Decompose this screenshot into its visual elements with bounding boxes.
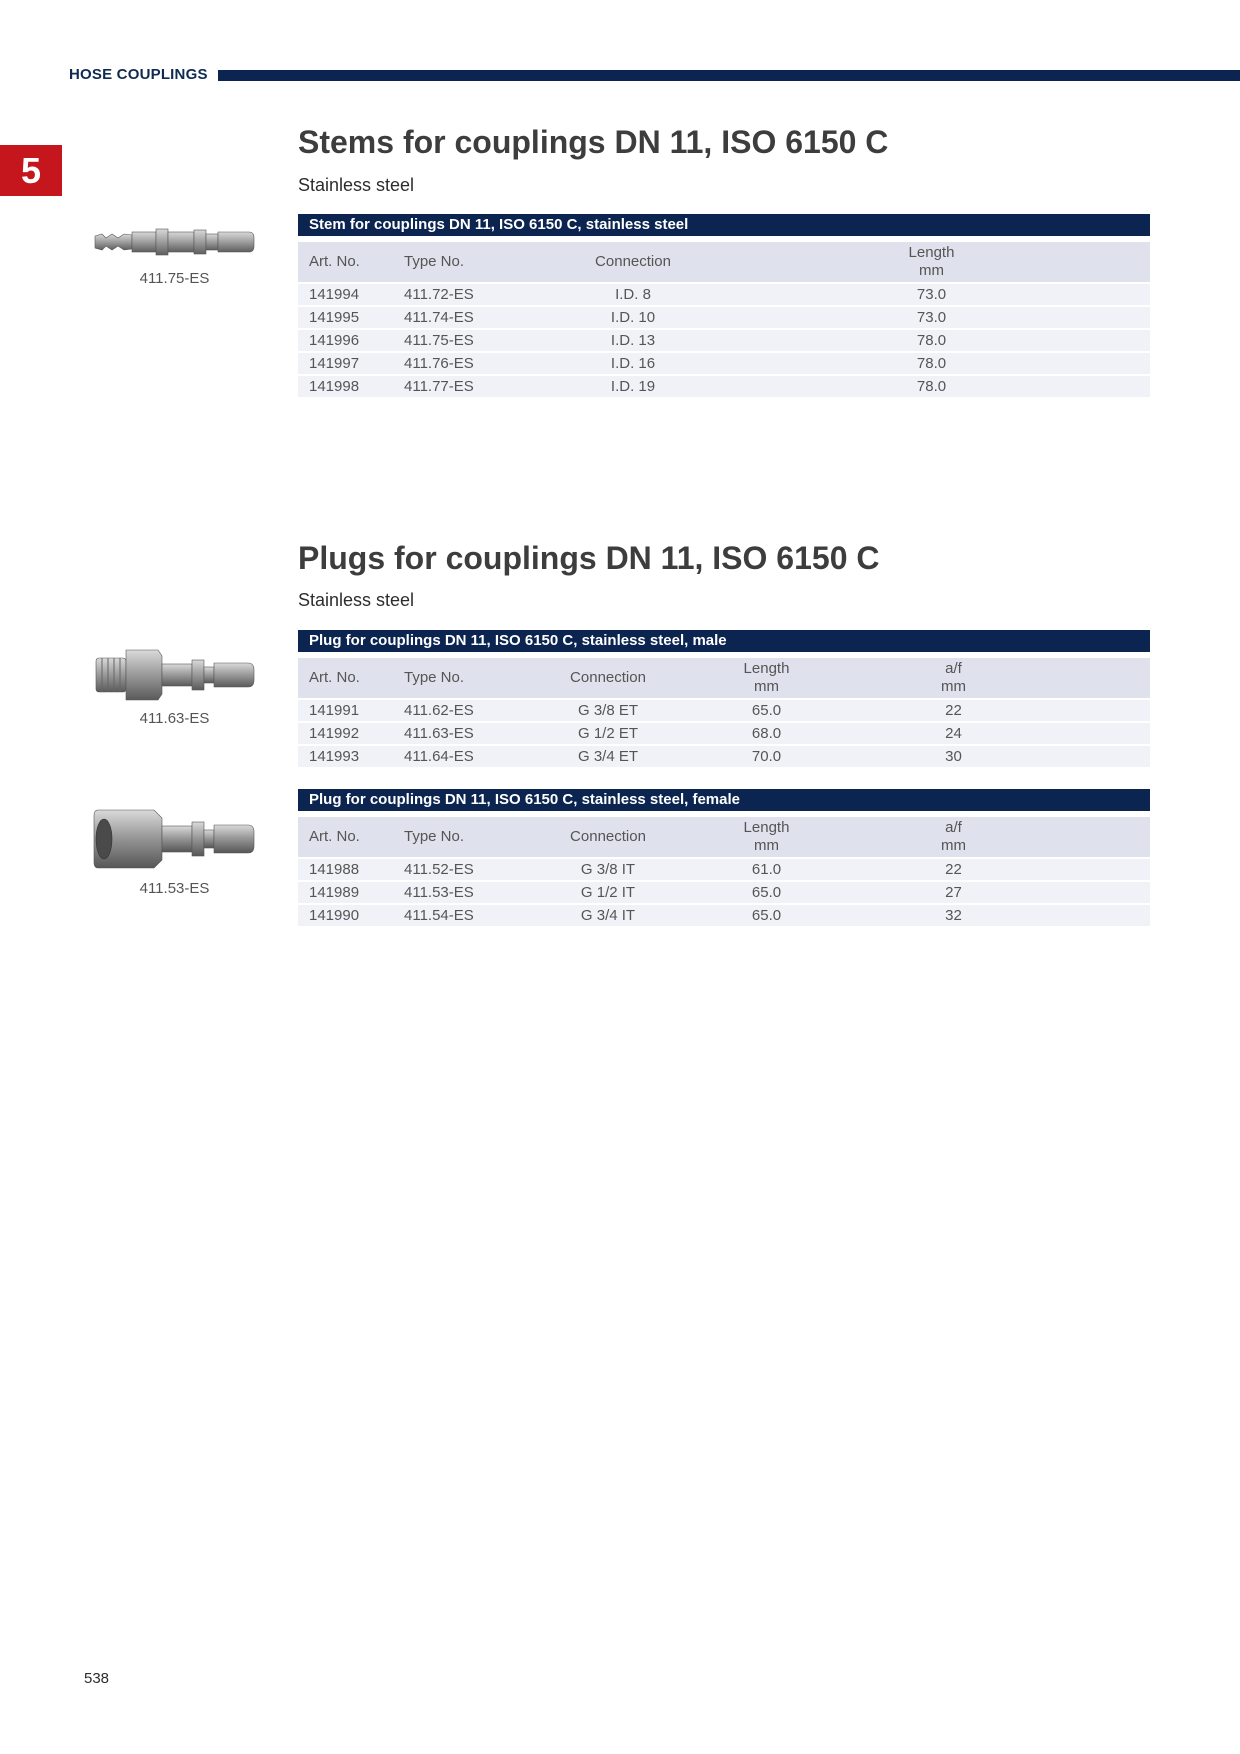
hose-stem-icon	[92, 218, 257, 266]
column-header: Type No.	[393, 817, 543, 858]
length-cell: 65.0	[673, 699, 860, 722]
art-no-cell: 141997	[298, 352, 393, 375]
column-header: Type No.	[393, 658, 543, 699]
connection-cell: G 3/4 IT	[543, 904, 673, 926]
art-no-cell: 141989	[298, 881, 393, 904]
type-no-cell: 411.74-ES	[393, 306, 553, 329]
type-no-cell: 411.54-ES	[393, 904, 543, 926]
art-no-cell: 141998	[298, 375, 393, 397]
connection-cell: G 1/2 IT	[543, 881, 673, 904]
art-no-cell: 141996	[298, 329, 393, 352]
type-no-cell: 411.52-ES	[393, 858, 543, 881]
art-no-cell: 141993	[298, 745, 393, 767]
column-header: Connection	[543, 817, 673, 858]
art-no-cell: 141995	[298, 306, 393, 329]
spec-table-stem	[298, 214, 1150, 397]
column-spacer	[1047, 817, 1150, 858]
column-header: a/f mm	[860, 658, 1047, 699]
page-number: 538	[84, 1670, 110, 1687]
af-cell: 27	[860, 881, 1047, 904]
male-plug-icon	[92, 644, 257, 706]
column-header: Connection	[543, 658, 673, 699]
table-row	[298, 306, 1150, 329]
column-header: Length mm	[673, 658, 860, 699]
connection-cell: I.D. 16	[553, 352, 713, 375]
spacer-cell	[1047, 722, 1150, 745]
product-caption: 411.53-ES	[139, 880, 210, 897]
spec-table-female-plug	[298, 789, 1150, 926]
connection-cell: G 3/8 IT	[543, 858, 673, 881]
length-cell: 65.0	[673, 881, 860, 904]
length-cell: 78.0	[713, 352, 1150, 375]
section-subtitle: Stainless steel	[298, 175, 415, 195]
length-cell: 70.0	[673, 745, 860, 767]
section-title: Plugs for couplings DN 11, ISO 6150 C	[298, 540, 880, 576]
af-cell: 30	[860, 745, 1047, 767]
art-no-cell: 141992	[298, 722, 393, 745]
spacer-cell	[1047, 881, 1150, 904]
type-no-cell: 411.64-ES	[393, 745, 543, 767]
connection-cell: I.D. 8	[553, 283, 713, 306]
column-spacer	[1047, 658, 1150, 699]
connection-cell: I.D. 13	[553, 329, 713, 352]
table-row	[298, 858, 1150, 881]
column-header: Art. No.	[298, 242, 393, 283]
length-cell: 78.0	[713, 375, 1150, 397]
connection-cell: G 3/8 ET	[543, 699, 673, 722]
spacer-cell	[1047, 699, 1150, 722]
table-header-row	[298, 817, 1150, 858]
spacer-cell	[1047, 745, 1150, 767]
table-row	[298, 352, 1150, 375]
column-header: Art. No.	[298, 658, 393, 699]
length-cell: 68.0	[673, 722, 860, 745]
type-no-cell: 411.77-ES	[393, 375, 553, 397]
table-row	[298, 745, 1150, 767]
product-caption: 411.63-ES	[139, 710, 210, 727]
table-header-row	[298, 242, 1150, 283]
spec-table	[298, 817, 1150, 926]
table-row	[298, 375, 1150, 397]
af-cell: 22	[860, 699, 1047, 722]
header-label: HOSE COUPLINGS	[69, 66, 208, 83]
spec-table	[298, 658, 1150, 767]
length-cell: 78.0	[713, 329, 1150, 352]
spacer-cell	[1047, 904, 1150, 926]
product-image-stem	[92, 218, 257, 287]
column-header: Connection	[553, 242, 713, 283]
type-no-cell: 411.76-ES	[393, 352, 553, 375]
column-header: Art. No.	[298, 817, 393, 858]
table-row	[298, 329, 1150, 352]
section-subtitle: Stainless steel	[298, 590, 415, 610]
art-no-cell: 141991	[298, 699, 393, 722]
header-rule	[218, 70, 1240, 81]
af-cell: 32	[860, 904, 1047, 926]
column-header: Length mm	[713, 242, 1150, 283]
connection-cell: I.D. 19	[553, 375, 713, 397]
product-image-male-plug	[92, 644, 257, 727]
table-row	[298, 881, 1150, 904]
type-no-cell: 411.72-ES	[393, 283, 553, 306]
connection-cell: G 1/2 ET	[543, 722, 673, 745]
table-title: Plug for couplings DN 11, ISO 6150 C, stainless steel, male	[298, 630, 1150, 652]
table-title: Stem for couplings DN 11, ISO 6150 C, stainless steel	[298, 214, 1150, 236]
af-cell: 22	[860, 858, 1047, 881]
table-row	[298, 699, 1150, 722]
column-header: Length mm	[673, 817, 860, 858]
af-cell: 24	[860, 722, 1047, 745]
type-no-cell: 411.75-ES	[393, 329, 553, 352]
column-header: a/f mm	[860, 817, 1047, 858]
type-no-cell: 411.53-ES	[393, 881, 543, 904]
female-plug-icon	[92, 802, 257, 876]
connection-cell: I.D. 10	[553, 306, 713, 329]
spacer-cell	[1047, 858, 1150, 881]
chapter-tab: 5	[0, 145, 62, 196]
art-no-cell: 141994	[298, 283, 393, 306]
type-no-cell: 411.63-ES	[393, 722, 543, 745]
column-header: Type No.	[393, 242, 553, 283]
product-caption: 411.75-ES	[139, 270, 210, 287]
length-cell: 65.0	[673, 904, 860, 926]
spec-table	[298, 242, 1150, 397]
length-cell: 61.0	[673, 858, 860, 881]
art-no-cell: 141990	[298, 904, 393, 926]
product-image-female-plug	[92, 802, 257, 897]
length-cell: 73.0	[713, 283, 1150, 306]
type-no-cell: 411.62-ES	[393, 699, 543, 722]
art-no-cell: 141988	[298, 858, 393, 881]
table-row	[298, 722, 1150, 745]
length-cell: 73.0	[713, 306, 1150, 329]
table-header-row	[298, 658, 1150, 699]
table-row	[298, 904, 1150, 926]
connection-cell: G 3/4 ET	[543, 745, 673, 767]
section-title: Stems for couplings DN 11, ISO 6150 C	[298, 124, 889, 160]
spec-table-male-plug	[298, 630, 1150, 767]
table-row	[298, 283, 1150, 306]
table-title: Plug for couplings DN 11, ISO 6150 C, stainless steel, female	[298, 789, 1150, 811]
